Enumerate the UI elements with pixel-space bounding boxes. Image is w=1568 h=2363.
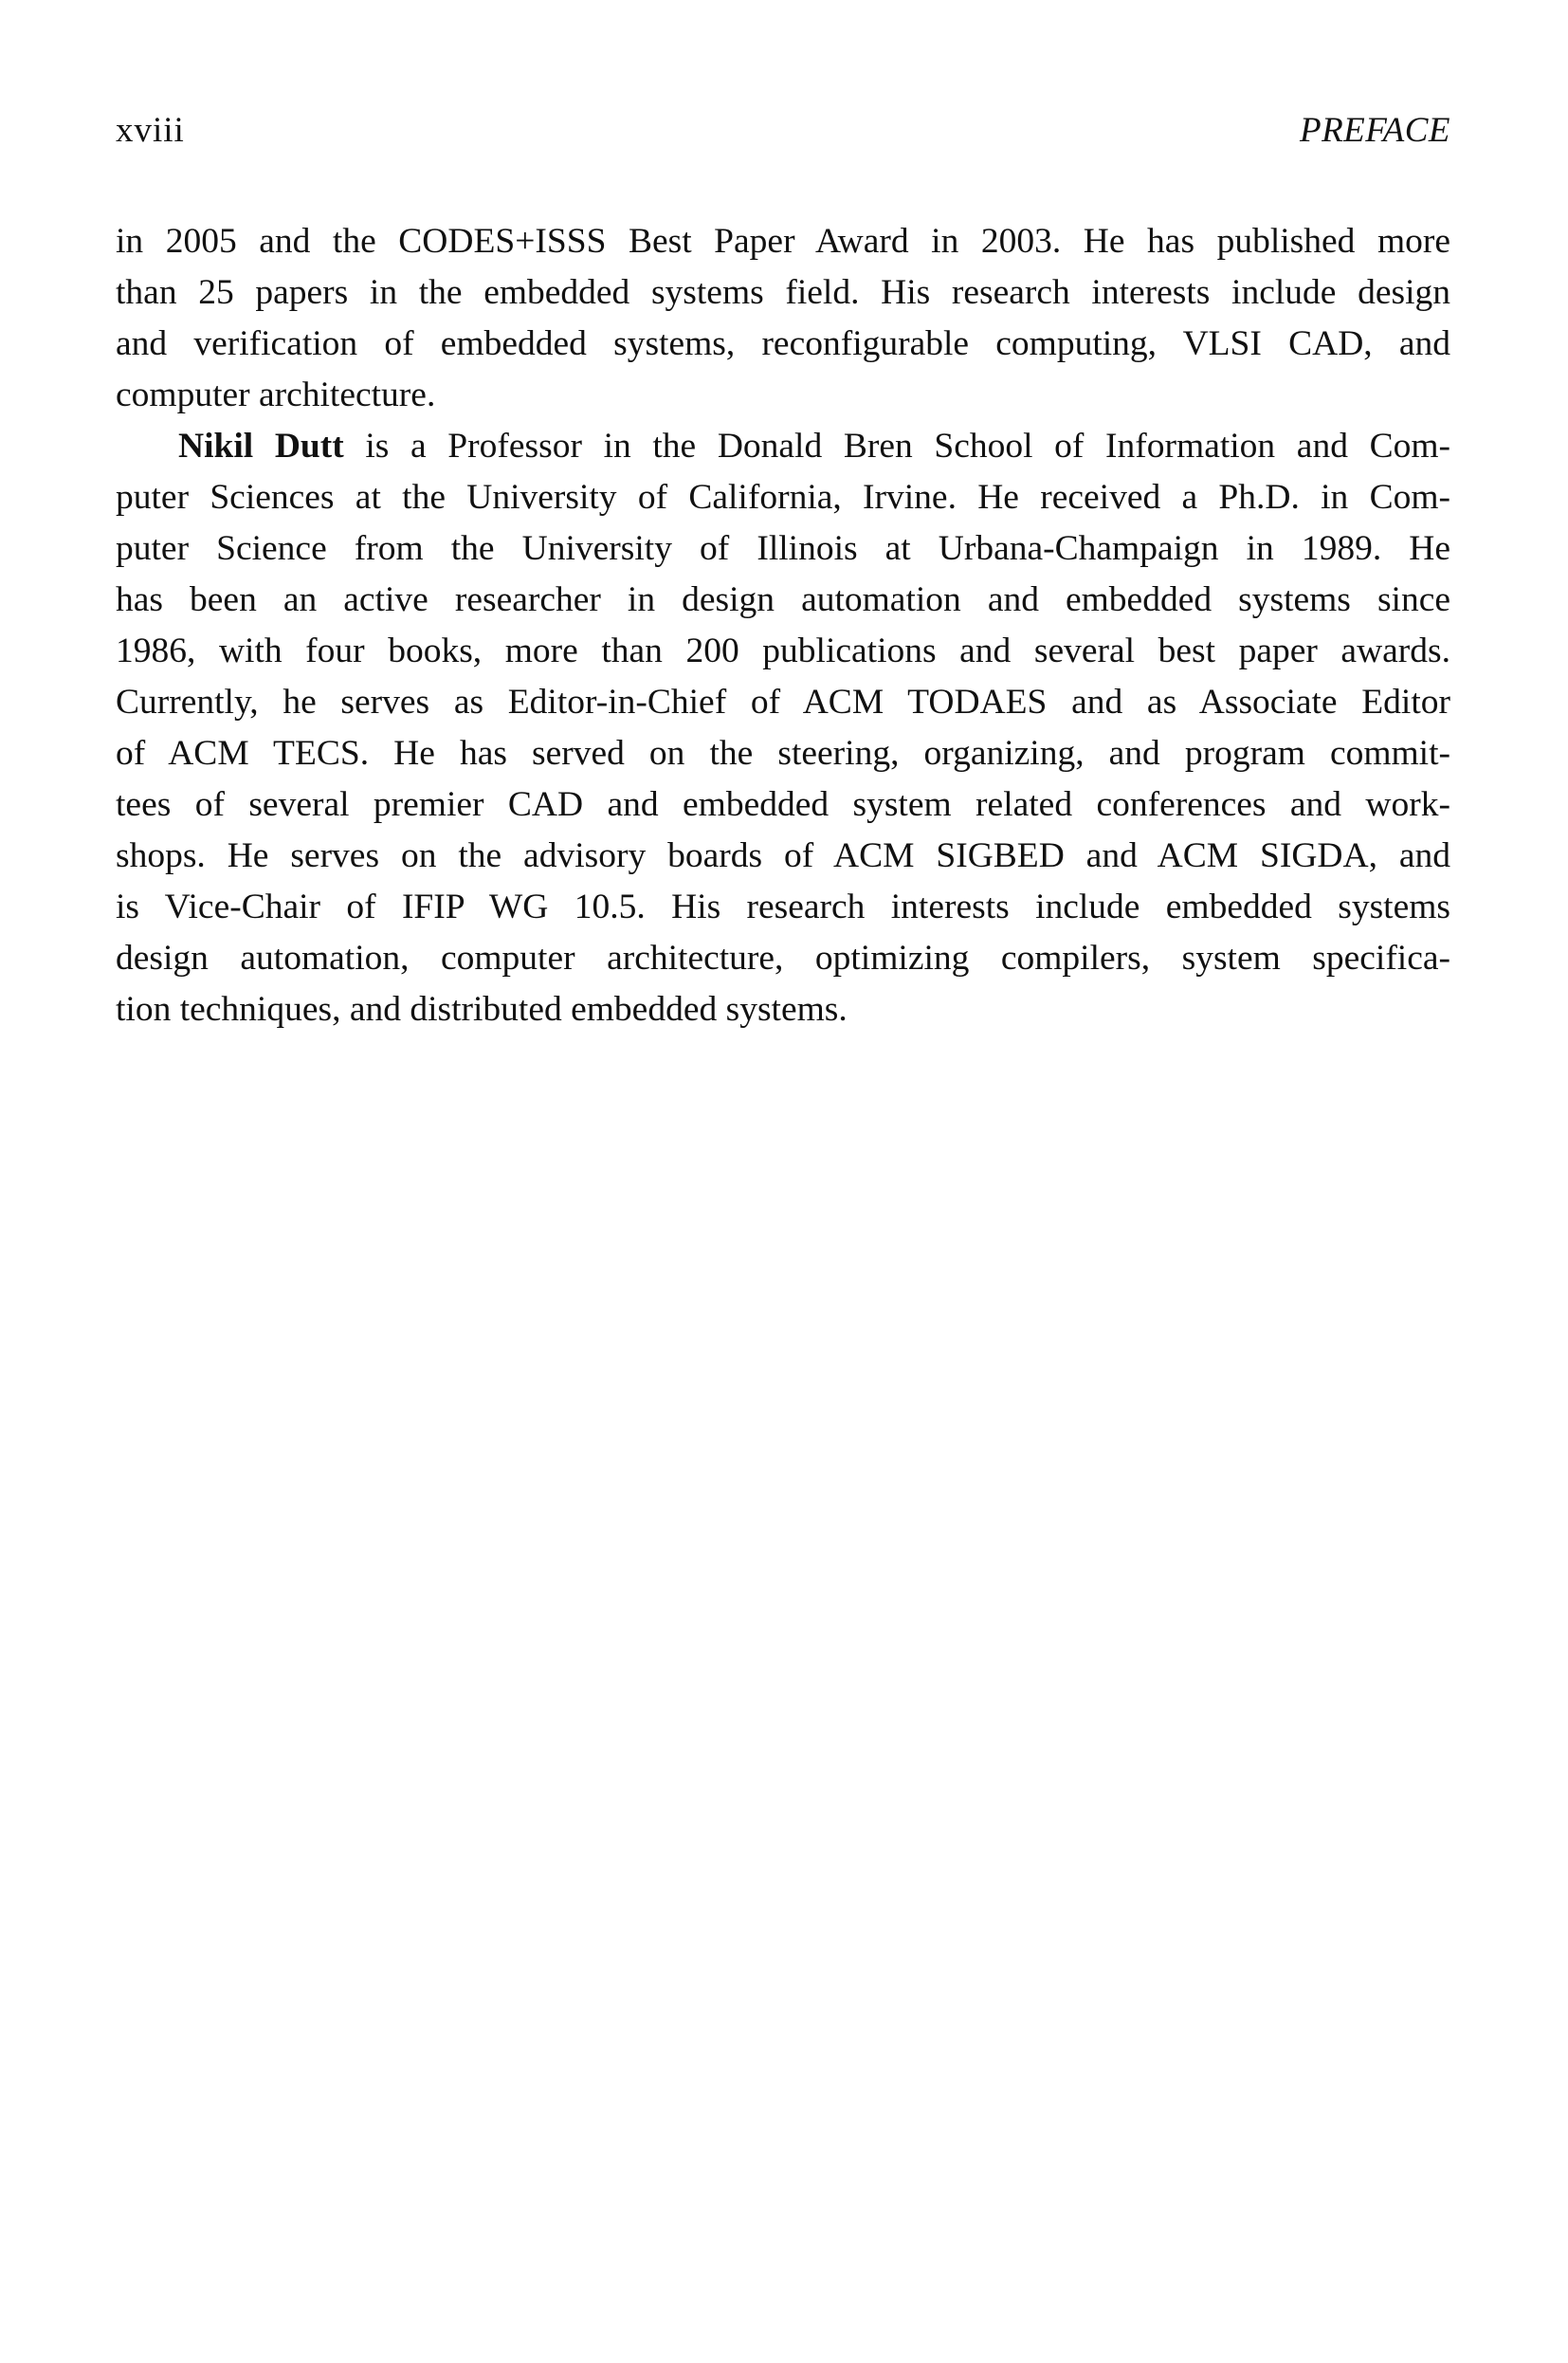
section-title: PREFACE [1299,111,1450,150]
text-span: is a Professor in the Donald Bren School of Information and Com- [343,427,1450,466]
text-line: than 25 papers in the embedded systems field. His research interests include design [116,273,1450,312]
text-line: tion techniques, and distributed embedded systems. [116,990,848,1029]
text-line: Currently, he serves as Editor-in-Chief of ACM TODAES and as Associate Editor [116,683,1450,722]
text-line: is Vice-Chair of IFIP WG 10.5. His research interests include embedded systems [116,888,1450,926]
text-line: in 2005 and the CODES+ISSS Best Paper Award in 2003. He has published more [116,222,1450,261]
text-line: has been an active researcher in design automation and embedded systems since [116,580,1450,619]
text-line: shops. He serves on the advisory boards of ACM SIGBED and ACM SIGDA, and [116,836,1450,875]
author-name: Nikil Dutt [178,427,344,466]
text-line: computer architecture. [116,376,436,414]
text-line: of ACM TECS. He has served on the steering, organizing, and program commit- [116,734,1450,773]
text-line: and verification of embedded systems, reconfigurable computing, VLSI CAD, and [116,324,1450,363]
running-head [116,106,1450,156]
text-line: design automation, computer architecture, optimizing compilers, system specifica- [116,939,1450,978]
page-number: xviii [116,111,185,150]
text-line [116,421,1450,472]
text-line: 1986, with four books, more than 200 publications and several best paper awards. [116,632,1450,670]
text-line: puter Science from the University of Illinois at Urbana-Champaign in 1989. He [116,529,1450,568]
text-line: tees of several premier CAD and embedded system related conferences and work- [116,785,1450,824]
text-line: puter Sciences at the University of California, Irvine. He received a Ph.D. in Com- [116,478,1450,517]
body-text [116,216,1450,1035]
